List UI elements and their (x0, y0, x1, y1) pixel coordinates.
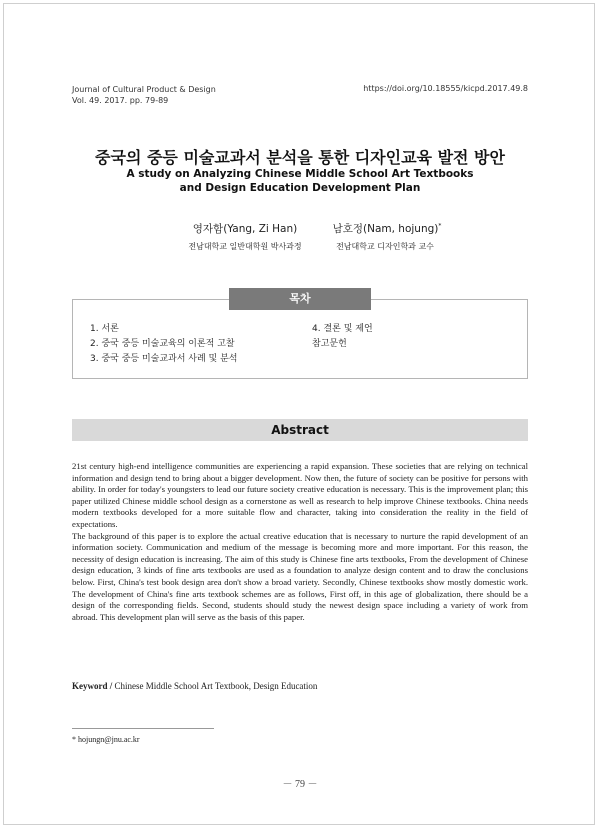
toc-item: 3. 중국 중등 미술교과서 사례 및 분석 (90, 354, 238, 364)
abstract-paragraph: 21st century high-end intelligence communities are experiencing a rapid expansion. These societies that are relying on technical information and design tend to bring about a bigger development. Now then, the future of society can be positive for persons with ability. In order for today's youngsters to lead our future society creative education is necessary. This is the improvement plan; this paper utilized Chinese middle school design as a cornerstone as well as research to help improve Chinese textbooks. China needs modern textbooks developed for a more suitable flow and character, taking into consideration the reality in the field of expectations. (72, 461, 528, 529)
page-border (3, 3, 595, 825)
korean-title: 중국의 중등 미술교과서 분석을 통한 디자인교육 발전 방안 (95, 148, 505, 167)
abstract-heading: Abstract (72, 419, 528, 441)
abstract-body (72, 461, 528, 623)
author-2 (312, 221, 462, 236)
toc-item: 참고문헌 (312, 339, 347, 349)
footnote-divider (72, 728, 214, 729)
author-2-marker: * (438, 222, 442, 230)
english-title (0, 167, 600, 195)
keyword-text: Chinese Middle School Art Textbook, Design Education (114, 681, 318, 691)
footnote-marker: * (72, 735, 76, 744)
author-1-affiliation: 전남대학교 일반대학원 박사과정 (188, 242, 302, 251)
toc-item: 2. 중국 중등 미술교육의 이론적 고찰 (90, 339, 235, 349)
toc-item: 4. 결론 및 제언 (312, 324, 373, 334)
toc-right-column (312, 322, 373, 352)
keywords (72, 681, 317, 691)
author-1-name: 영자함(Yang, Zi Han) (192, 223, 298, 235)
footnote-email: hojungn@jnu.ac.kr (78, 735, 140, 744)
toc-title: 목차 (229, 288, 371, 310)
keyword-label: Keyword / (72, 681, 113, 691)
author-2-affiliation: 전남대학교 디자인학과 교수 (336, 242, 434, 251)
journal-volume: Vol. 49. 2017. pp. 79-89 (72, 96, 169, 105)
toc-item: 1. 서론 (90, 324, 119, 334)
abstract-paragraph: The background of this paper is to explore the actual creative education that is necessary to nurture the rapid development of an information society. Communication and medium of the message is becoming more and more important. For this reason, the necessity of design education is increasing. The aim of this study is Chinese fine arts textbooks, From the development of Chinese design education, 3 kinds of fine arts textbooks are used as a foundation to analyze design content and to draw the conclusions below. First, China's test book design area don't show a broad variety. Secondly, Chinese textbooks show mostly domestic work. The development of China's fine arts textbook schemes are as follows, First off, in this age of globalization, there should be a design of the corresponding fields. Second, students should study the newest design space including a variety of work from abroad. This development plan will serve as the basis of this paper. (72, 530, 528, 622)
doi-link[interactable]: https://doi.org/10.18555/kicpd.2017.49.8 (363, 84, 528, 93)
journal-info (72, 84, 216, 106)
author-2-name: 남호정(Nam, hojung) (332, 223, 439, 235)
journal-name: Journal of Cultural Product & Design (72, 85, 216, 94)
english-title-line2: and Design Education Development Plan (179, 182, 421, 194)
page-number: － 79 － (282, 779, 318, 790)
toc-left-column (90, 322, 237, 367)
english-title-line1: A study on Analyzing Chinese Middle School Art Textbooks (126, 168, 474, 180)
footnote (72, 735, 140, 744)
